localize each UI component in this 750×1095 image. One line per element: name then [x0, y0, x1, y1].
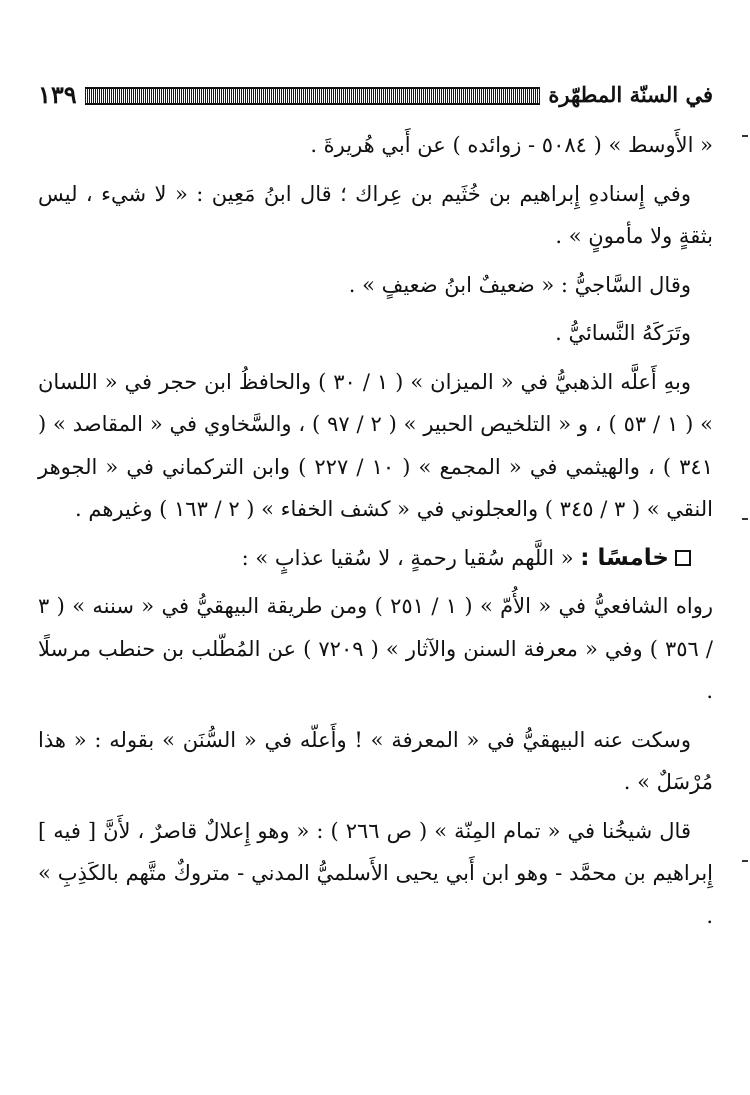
paragraph-3: وقال السَّاجيُّ : « ضعيفٌ ابنُ ضعيفٍ » . [348, 272, 691, 297]
section-heading [38, 537, 713, 580]
margin-mark [742, 518, 748, 520]
paragraph-2: وفي إِسنادهِ إِبراهيم بن خُثَيم بن عِراك ؛ قال ابنُ مَعِين : « لا شيء ، ليس بثقةٍ ولا مأمونٍ » . [38, 181, 713, 248]
running-title: في السنّة المطهّرة [548, 81, 713, 107]
paragraph-1: « الأَوسط » ( ٥٠٨٤ - زوائده ) عن أَبي هُريرةَ . [310, 133, 713, 157]
header-rule [85, 87, 541, 105]
section-heading-text: « اللَّهم سُقيا رحمةٍ ، لا سُقيا عذابٍ » : [241, 545, 574, 570]
square-bullet-icon [675, 550, 691, 566]
page-number: ١٣٩ [38, 79, 77, 109]
section-heading-label: خامسًا : [580, 544, 669, 571]
page-header [38, 76, 713, 112]
page-body [38, 124, 713, 1024]
margin-mark [742, 135, 748, 137]
paragraph-7: وسكت عنه البيهقيُّ في « المعرفة » ! وأَعلّه في « السُّنَن » بقوله : « هذا مُرْسَلٌ » . [38, 727, 713, 794]
paragraph-5: وبهِ أَعلَّه الذهبيُّ في « الميزان » ( ١ / ٣٠ ) والحافظُ ابن حجر في « اللسان » ( ١ / ٥٣ ) ، و « التلخيص الحبير » ( ٢ / ٩٧ ) ، والسَّخاوي في « المقاصد » ( ٣٤١ ) ، والهيثمي في « المجمع » ( ١٠ / ٢٢٧ ) وابن التركماني في « الجوهر النقي » ( ٣ / ٣٤٥ ) والعجلوني في « كشف الخفاء » ( ٢ / ١٦٣ ) وغيرهم . [38, 369, 713, 521]
margin-mark [742, 860, 748, 862]
paragraph-8: قال شيخُنا في « تمام المِنّة » ( ص ٢٦٦ ) : « وهو إِعلالٌ قاصرٌ ، لأَنَّ [ فيه ] إِبراهيم بن محمَّد - وهو ابن أَبي يحيى الأَسلميُّ المدني - متروكٌ متَّهم بالكَذِبِ » . [38, 818, 713, 928]
paragraph-6: رواه الشافعيُّ في « الأُمّ » ( ١ / ٢٥١ ) ومن طريقة البيهقيُّ في « سننه » ( ٣ / ٣٥٦ ) وفي « معرفة السنن والآثار » ( ٧٢٠٩ ) عن المُطّلب بن حنطب مرسلًا . [38, 594, 713, 703]
paragraph-4: وتَرَكَهُ النَّسائيُّ . [555, 321, 691, 345]
